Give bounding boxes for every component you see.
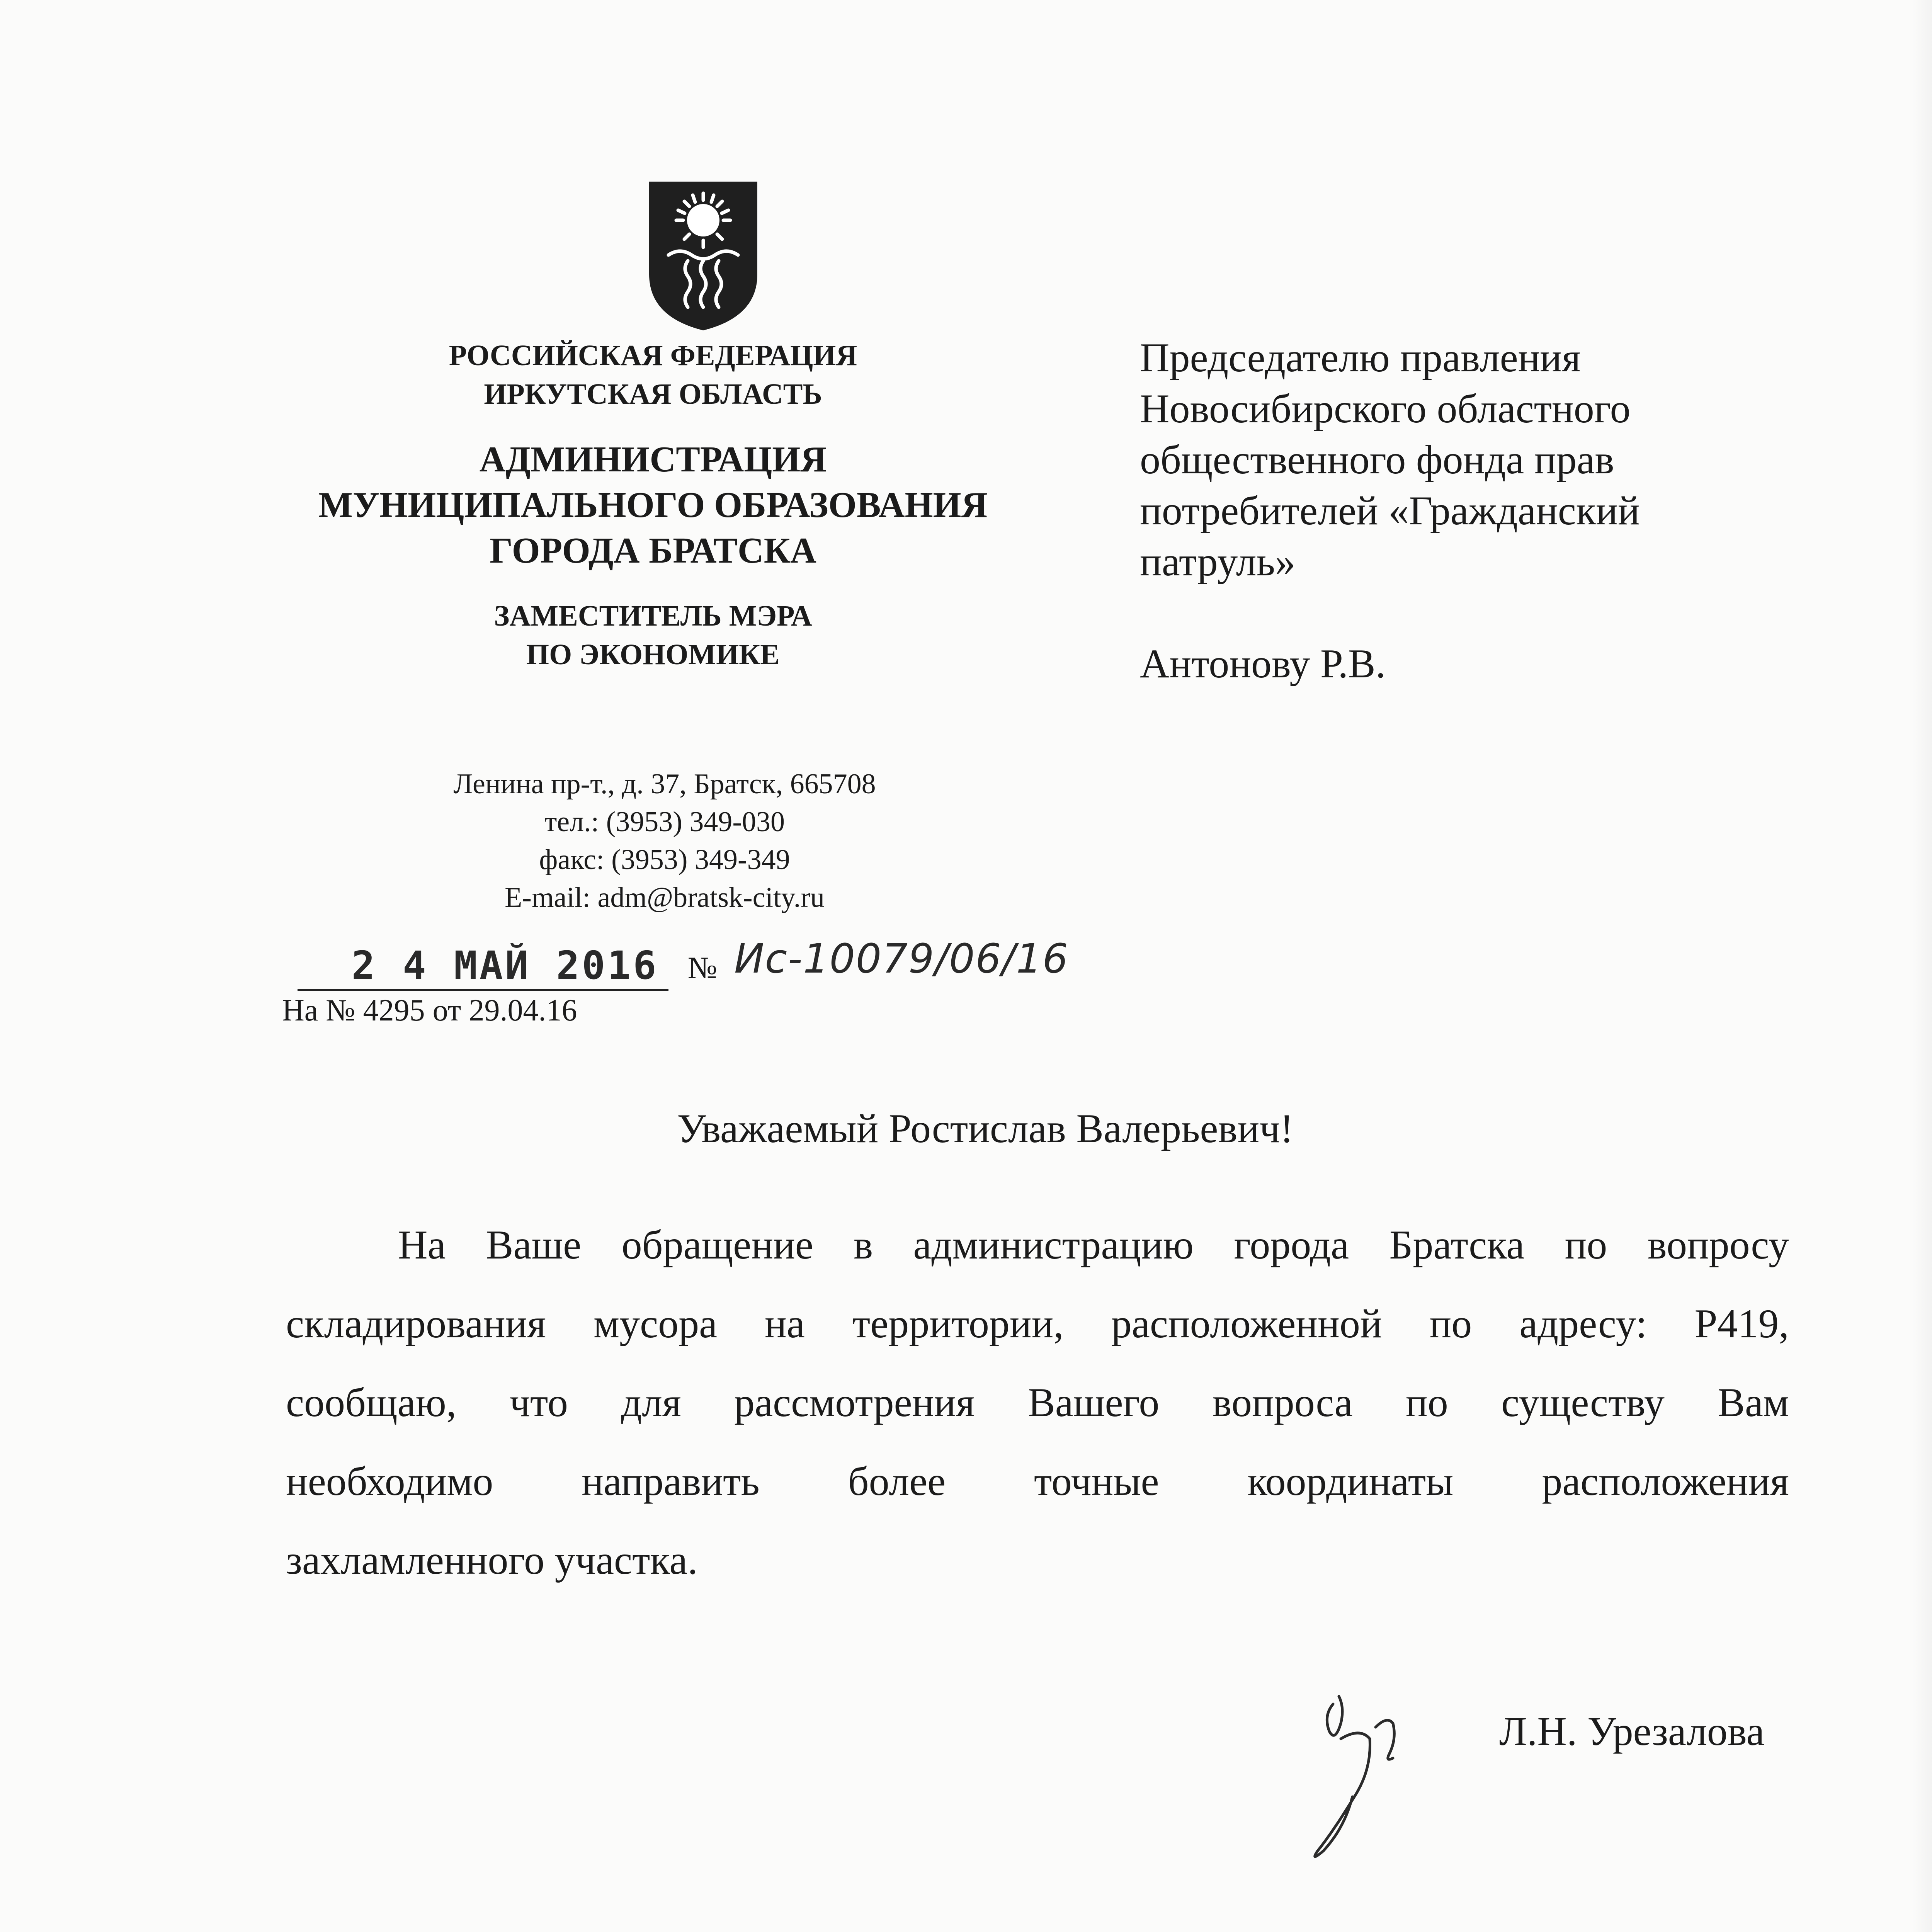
body-word: более — [848, 1459, 946, 1504]
street-address: Ленина пр-т., д. 37, Братск, 665708 — [453, 768, 876, 800]
recipient-line: Новосибирского областного — [1140, 386, 1631, 431]
body-word: для — [621, 1380, 681, 1425]
body-word: на — [765, 1301, 805, 1346]
body-word: необходимо — [286, 1459, 493, 1504]
registration-date-field — [298, 943, 668, 991]
body-word: направить — [582, 1459, 760, 1504]
body-line — [286, 1284, 1789, 1363]
recipient-name: Антонову Р.В. — [1140, 641, 1386, 686]
body-word: Вашего — [1028, 1380, 1160, 1425]
body-word: вопроса — [1212, 1380, 1353, 1425]
body-word: сообщаю, — [286, 1380, 457, 1425]
body-line — [286, 1442, 1789, 1521]
signer-name: Л.Н. Урезалова — [1499, 1709, 1765, 1754]
body-word: расположенной — [1111, 1301, 1382, 1346]
recipient-line: Председателю правления — [1140, 335, 1581, 380]
reference-line: На № 4295 от 29.04.16 — [282, 993, 577, 1027]
date-stamp: 2 4 МАЙ 2016 — [352, 943, 659, 988]
email-line: E-mail: adm@bratsk-city.ru — [505, 882, 825, 913]
position-line: ЗАМЕСТИТЕЛЬ МЭРА — [494, 600, 812, 632]
body-word: города — [1234, 1222, 1349, 1267]
body-line — [286, 1363, 1789, 1442]
body-word: захламленного участка. — [286, 1537, 698, 1583]
recipient-line: потребителей «Гражданский — [1140, 488, 1640, 533]
number-label: № — [688, 951, 718, 985]
body-word: складирования — [286, 1301, 546, 1346]
body-word: администрацию — [913, 1222, 1194, 1267]
body-word: Вам — [1718, 1380, 1789, 1425]
phone-line: тел.: (3953) 349-030 — [544, 806, 785, 838]
body-word: обращение — [621, 1222, 813, 1267]
body-line — [286, 1521, 1789, 1600]
body-word: в — [854, 1222, 873, 1267]
body-word: рассмотрения — [734, 1380, 975, 1425]
contact-address — [394, 765, 935, 917]
organization-line: МУНИЦИПАЛЬНОГО ОБРАЗОВАНИЯ — [318, 485, 988, 525]
position-line: ПО ЭКОНОМИКЕ — [526, 638, 780, 671]
letter-body — [286, 1206, 1789, 1600]
region-line: ИРКУТСКАЯ ОБЛАСТЬ — [484, 378, 822, 410]
country-line: РОССИЙСКАЯ ФЕДЕРАЦИЯ — [449, 339, 857, 372]
fax-line: факс: (3953) 349-349 — [539, 844, 790, 876]
recipient-line: патруль» — [1140, 539, 1296, 584]
body-word: что — [509, 1380, 568, 1425]
body-word: мусора — [594, 1301, 718, 1346]
outgoing-number: Ис-10079/06/16 — [734, 935, 1069, 982]
body-word: существу — [1501, 1380, 1665, 1425]
body-word: по — [1429, 1301, 1472, 1346]
body-word: точные — [1034, 1459, 1159, 1504]
organization-line: ГОРОДА БРАТСКА — [490, 531, 816, 571]
body-word: Братска — [1389, 1222, 1525, 1267]
body-word: по — [1406, 1380, 1448, 1425]
body-word: территории, — [852, 1301, 1064, 1346]
body-word: На — [398, 1222, 446, 1267]
organization-line: АДМИНИСТРАЦИЯ — [479, 439, 827, 480]
recipient-block — [1140, 332, 1835, 689]
body-word: расположения — [1542, 1459, 1789, 1504]
body-word: координаты — [1247, 1459, 1454, 1504]
salutation: Уважаемый Ростислав Валерьевич! — [677, 1106, 1294, 1151]
letterhead — [251, 336, 1055, 674]
body-line — [286, 1206, 1789, 1284]
body-word: по — [1565, 1222, 1607, 1267]
recipient-line: общественного фонда прав — [1140, 437, 1614, 482]
handwritten-signature — [1287, 1681, 1426, 1866]
body-word: Ваше — [486, 1222, 582, 1267]
body-word: адресу: — [1519, 1301, 1647, 1346]
body-word: Р419, — [1694, 1301, 1789, 1346]
page-edge-shadow — [1913, 0, 1932, 1932]
coat-of-arms-emblem — [641, 178, 765, 332]
body-word: вопросу — [1647, 1222, 1789, 1267]
